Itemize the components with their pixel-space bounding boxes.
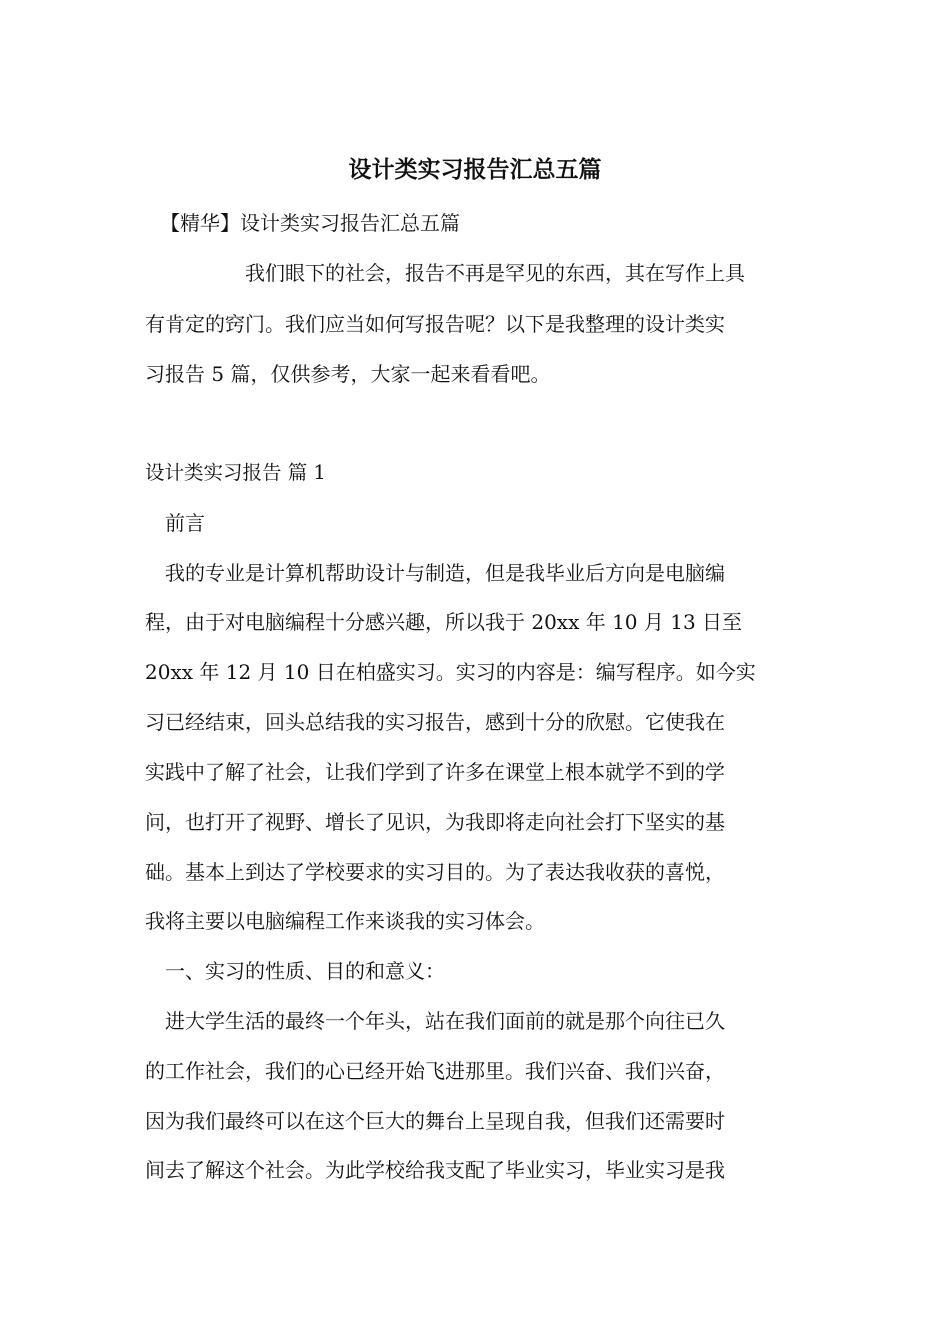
body-paragraph-line: 间去了解这个社会。为此学校给我支配了毕业实习，毕业实习是我 xyxy=(145,1158,725,1182)
intro-line: 有肯定的窍门。我们应当如何写报告呢？以下是我整理的设计类实 xyxy=(145,312,725,336)
body-paragraph-line: 我的专业是计算机帮助设计与制造，但是我毕业后方向是电脑编 xyxy=(165,561,725,585)
body-paragraph-line: 我将主要以电脑编程工作来谈我的实习体会。 xyxy=(145,909,545,933)
intro-line: 我们眼下的社会，报告不再是罕见的东西，其在写作上具 xyxy=(245,261,745,285)
document-title: 设计类实习报告汇总五篇 xyxy=(348,157,602,183)
body-paragraph-line: 础。基本上到达了学校要求的实习目的。为了表达我收获的喜悦， xyxy=(145,860,725,884)
body-paragraph-line: 问，也打开了视野、增长了见识，为我即将走向社会打下坚实的基 xyxy=(145,810,725,834)
section-heading: 设计类实习报告 篇 1 xyxy=(145,461,326,484)
body-paragraph-line: 20xx 年 12 月 10 日在柏盛实习。实习的内容是：编写程序。如今实 xyxy=(145,660,756,684)
body-paragraph-line: 实践中了解了社会，让我们学到了许多在课堂上根本就学不到的学 xyxy=(145,760,725,784)
body-paragraph-line: 的工作社会，我们的心已经开始飞进那里。我们兴奋、我们兴奋， xyxy=(145,1059,725,1083)
body-paragraph-line: 因为我们最终可以在这个巨大的舞台上呈现自我，但我们还需要时 xyxy=(145,1109,725,1133)
document-subtitle: 【精华】设计类实习报告汇总五篇 xyxy=(160,211,460,235)
preface-label: 前言 xyxy=(165,511,205,535)
body-paragraph-line: 习已经结束，回头总结我的实习报告，感到十分的欣慰。它使我在 xyxy=(145,710,725,734)
subheading: 一、实习的性质、目的和意义： xyxy=(165,959,445,983)
body-paragraph-line: 程，由于对电脑编程十分感兴趣，所以我于 20xx 年 10 月 13 日至 xyxy=(145,610,743,634)
body-paragraph-line: 进大学生活的最终一个年头，站在我们面前的就是那个向往已久 xyxy=(165,1009,725,1033)
intro-line: 习报告 5 篇，仅供参考，大家一起来看看吧。 xyxy=(145,362,551,386)
